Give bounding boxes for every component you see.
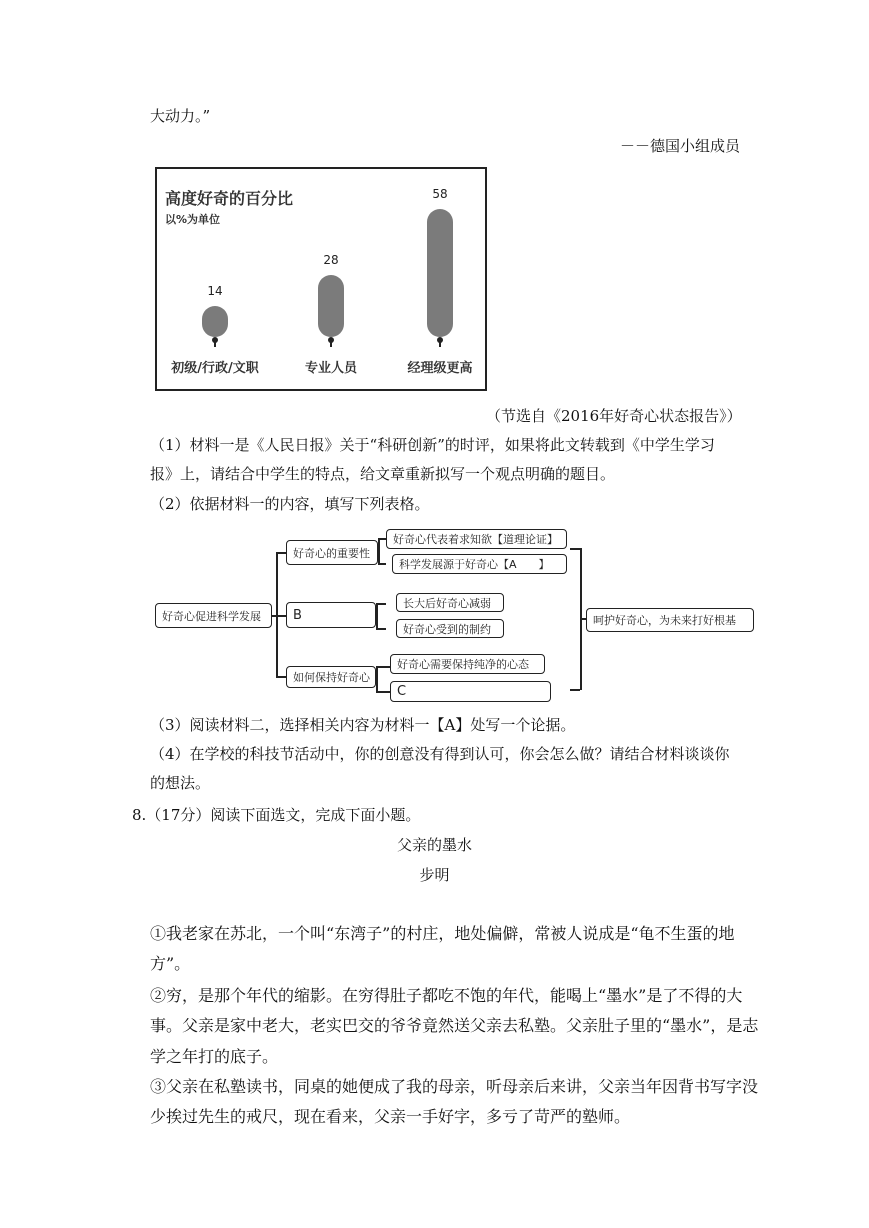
chart-data-label: 14	[207, 284, 223, 299]
diagram-blank-c[interactable]	[390, 681, 551, 702]
diagram-leaf-label: 好奇心受到的制约	[403, 622, 491, 636]
diagram-root-label: 好奇心促进科学发展	[162, 609, 261, 623]
diagram-connector	[378, 563, 386, 565]
chart-data-label: 28	[323, 253, 339, 268]
diagram-leaf-box	[396, 593, 504, 612]
diagram-blank-c-label: C	[397, 684, 407, 699]
chart-subtitle: 以%为单位	[165, 213, 221, 226]
chart-category-label: 初级/行政/文职	[171, 361, 259, 376]
paragraph-2-line-3: 学之年打的底子。	[150, 1047, 279, 1066]
chart-tick-dot	[328, 337, 334, 343]
diagram-connector	[378, 538, 386, 540]
chart-bar	[427, 209, 453, 337]
diagram-leaf-box	[386, 529, 567, 549]
question-4-line-1: （4）在学校的科技节活动中，你的创意没有得到认可，你会怎么做？请结合材料谈谈你	[150, 745, 730, 763]
diagram-branch-importance	[286, 540, 378, 565]
chart-tick-dot	[212, 337, 218, 343]
quote-attribution: －－德国小组成员	[620, 137, 741, 155]
diagram-connector	[376, 666, 378, 692]
diagram-leaf-box-a	[392, 554, 567, 574]
chart-source: （节选自《2016年好奇心状态报告》）	[486, 407, 742, 425]
paragraph-3-line-1: ③父亲在私塾读书，同桌的她便成了我的母亲，听母亲后来讲，父亲当年因背书写字没	[150, 1077, 759, 1096]
diagram-root-box	[155, 603, 272, 628]
question-3: （3）阅读材料二，选择相关内容为材料一【A】处写一个论据。	[150, 716, 576, 734]
diagram-leaf-label: 科学发展源于好奇心【A 】	[399, 558, 550, 571]
continued-text-line: 大动力。”	[150, 107, 211, 125]
diagram-branch-label: 好奇心的重要性	[293, 546, 370, 560]
diagram-leaf-label: 长大后好奇心减弱	[403, 596, 491, 610]
chart-bar	[318, 275, 344, 337]
diagram-connector	[376, 628, 386, 630]
diagram-leaf-label: 好奇心代表着求知欲【道理论证】	[393, 533, 558, 546]
diagram-connector	[276, 615, 286, 617]
section-8-header: 8.（17分）阅读下面选文，完成下面小题。	[132, 806, 421, 824]
chart-category-label: 专业人员	[304, 361, 357, 376]
question-1-line-1: （1）材料一是《人民日报》关于“科研创新”的时评，如果将此文转载到《中学生学习	[150, 436, 715, 454]
diagram-connector	[376, 603, 378, 629]
question-1-line-2: 报》上，请结合中学生的特点，给文章重新拟写一个观点明确的题目。	[150, 465, 616, 483]
diagram-conclusion-label: 呵护好奇心，为未来打好根基	[593, 614, 736, 627]
diagram-leaf-box	[396, 619, 504, 638]
diagram-leaf-box	[390, 654, 545, 674]
diagram-connector	[276, 552, 286, 554]
chart-bar	[202, 306, 228, 337]
diagram-connector	[376, 666, 390, 668]
diagram-conclusion-box	[586, 608, 754, 632]
article-author: 步明	[419, 866, 450, 884]
paragraph-2-line-1: ②穷，是那个年代的缩影。在穷得肚子都吃不饱的年代，能喝上“墨水”是了不得的大	[150, 986, 743, 1005]
diagram-branch-label: 如何保持好奇心	[293, 671, 370, 684]
paragraph-3-line-2: 少挨过先生的戒尺，现在看来，父亲一手好字，多亏了苛严的塾师。	[150, 1107, 631, 1126]
diagram-blank-b-label: B	[293, 607, 302, 623]
diagram-connector	[378, 538, 380, 564]
article-title: 父亲的墨水	[396, 836, 472, 854]
diagram-blank-b[interactable]	[286, 602, 376, 628]
question-4-line-2: 的想法。	[150, 774, 211, 792]
diagram-branch-keep	[286, 666, 376, 688]
diagram-connector	[276, 676, 286, 678]
question-2: （2）依据材料一的内容，填写下列表格。	[150, 495, 430, 513]
diagram-connector	[570, 548, 580, 550]
paragraph-2-line-2: 事。父亲是家中老大，老实巴交的爷爷竟然送父亲去私塾。父亲肚子里的“墨水”，是志	[150, 1016, 759, 1035]
diagram-connector	[570, 689, 580, 691]
paragraph-1-line-1: ①我老家在苏北，一个叫“东湾子”的村庄，地处偏僻，常被人说成是“龟不生蛋的地	[150, 924, 735, 943]
chart-title: 高度好奇的百分比	[165, 189, 294, 208]
diagram-connector	[376, 691, 390, 693]
curiosity-bar-chart	[155, 167, 487, 391]
paragraph-1-line-2: 方”。	[150, 954, 191, 973]
chart-category-label: 经理级更高	[407, 361, 473, 376]
diagram-leaf-label: 好奇心需要保持纯净的心态	[397, 658, 529, 671]
chart-tick-dot	[437, 337, 443, 343]
chart-data-label: 58	[432, 187, 448, 202]
diagram-connector	[376, 603, 386, 605]
